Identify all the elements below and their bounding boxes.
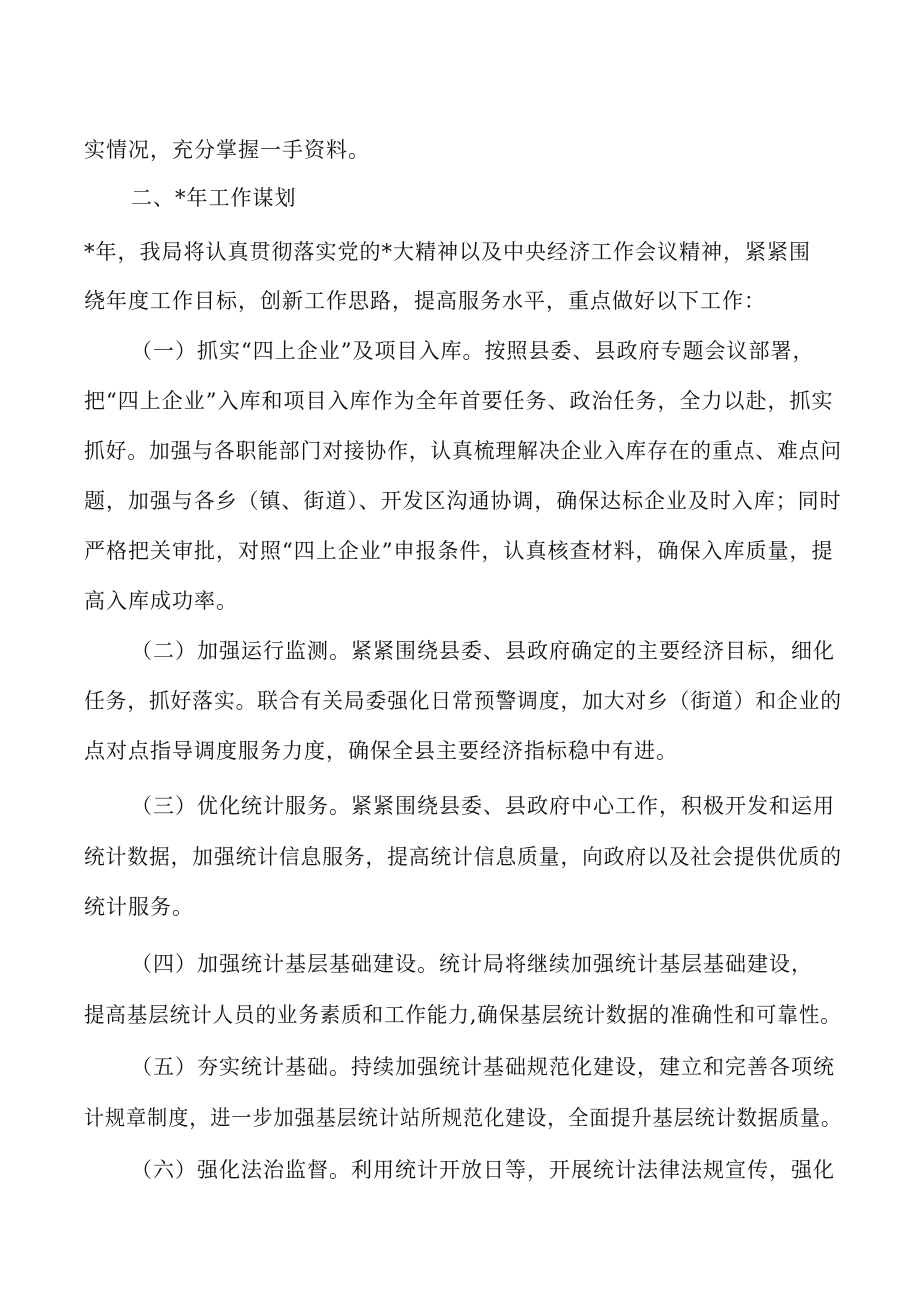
text-line: 题，加强与各乡（镇、街道）、开发区沟通协调，确保达标企业及时入库；同时: [84, 489, 842, 513]
text-line: （一）抓实“四上企业”及项目入库。按照县委、县政府专题会议部署，: [131, 339, 815, 363]
text-line: 把“四上企业”入库和项目入库作为全年首要任务、政治任务，全力以赴，抓实: [84, 389, 834, 413]
text-line: （五）夯实统计基础。持续加强统计基础规范化建设，建立和完善各项统: [131, 1055, 835, 1079]
text-line: 任务，抓好落实。联合有关局委强化日常预警调度，加大对乡（街道）和企业的: [84, 689, 842, 713]
text-line: 提高基层统计人员的业务素质和工作能力,确保基层统计数据的准确性和可靠性。: [84, 1003, 842, 1027]
text-line: （四）加强统计基层基础建设。统计局将继续加强统计基层基础建设，: [131, 952, 813, 976]
text-line: 点对点指导调度服务力度，确保全县主要经济指标稳中有进。: [84, 739, 678, 763]
text-line: 统计数据，加强统计信息服务，提高统计信息质量，向政府以及社会提供优质的: [84, 845, 842, 869]
text-line: 高入库成功率。: [84, 589, 238, 613]
text-line: （三）优化统计服务。紧紧围绕县委、县政府中心工作，积极开发和运用: [131, 794, 835, 818]
text-line: 严格把关审批，对照“四上企业”申报条件，认真核查材料，确保入库质量，提: [84, 539, 834, 563]
text-line: 统计服务。: [84, 895, 194, 919]
text-line: 绕年度工作目标，创新工作思路，提高服务水平，重点做好以下工作：: [84, 289, 766, 313]
text-line: 抓好。加强与各职能部门对接协作，认真梳理解决企业入库存在的重点、难点问: [84, 439, 842, 463]
text-line: *年，我局将认真贯彻落实党的*大精神以及中央经济工作会议精神，紧紧围: [84, 240, 811, 264]
text-line: （六）强化法治监督。利用统计开放日等，开展统计法律法规宣传，强化: [131, 1158, 835, 1182]
text-line: （二）加强运行监测。紧紧围绕县委、县政府确定的主要经济目标，细化: [131, 639, 835, 663]
section-heading: 二、*年工作谋划: [131, 186, 297, 210]
text-line: 实情况，充分掌握一手资料。: [84, 138, 370, 162]
text-line: 计规章制度，进一步加强基层统计站所规范化建设，全面提升基层统计数据质量。: [84, 1106, 843, 1130]
